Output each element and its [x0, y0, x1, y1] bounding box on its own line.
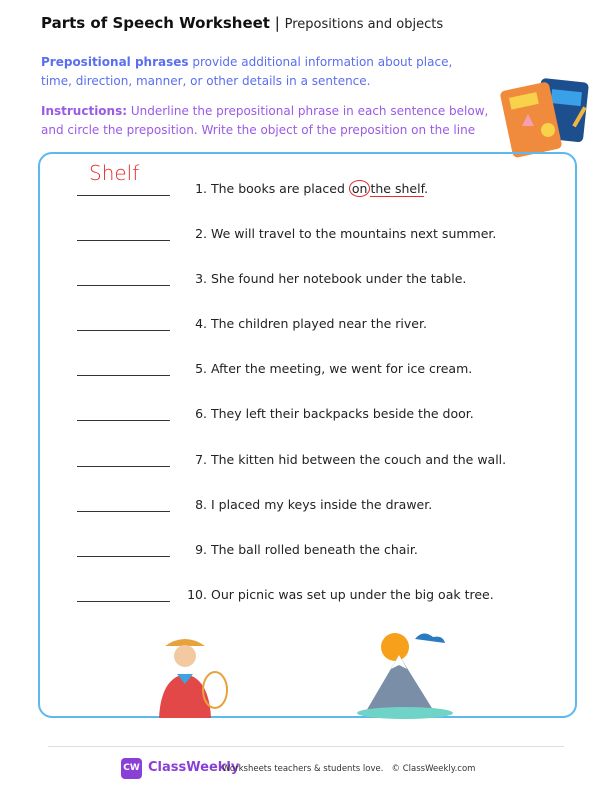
exercise-row [77, 316, 547, 336]
instructions-text: Instructions: Underline the prepositional phrase in each sentence below, and circle the preposition. Write the object of the preposition on the line [41, 104, 489, 137]
exercise-row [77, 452, 547, 472]
sentence: 1. The books are placed on the shelf. [195, 181, 429, 196]
exercise-row [77, 226, 547, 246]
notebook-illustration [500, 76, 595, 162]
underlined-phrase: the shelf [370, 181, 425, 196]
mountain-illustration [355, 625, 455, 720]
page-title: Parts of Speech Worksheet | Prepositions and objects [41, 14, 444, 32]
answer-line[interactable] [77, 466, 170, 467]
answer-line[interactable] [77, 285, 170, 286]
footer-divider [48, 746, 564, 747]
sentence: 3. She found her notebook under the table. [195, 271, 467, 287]
exercise-row [77, 361, 547, 381]
answer-line[interactable] [77, 240, 170, 241]
classweekly-logo: CW [121, 758, 142, 779]
exercise-row [77, 406, 547, 426]
sentence: 5. After the meeting, we went for ice cream. [195, 361, 473, 377]
answer-line[interactable] [77, 195, 170, 196]
page-subtitle: Prepositions and objects [284, 17, 444, 32]
sentence: 10. Our picnic was set up under the big oak tree. [187, 586, 494, 602]
answer-line[interactable] [77, 556, 170, 557]
exercise-row [77, 587, 547, 607]
intro-text: Prepositional phrases provide additional information about place, time, direction, manner, or other details in a sentence. [41, 55, 453, 88]
brand-name: ClassWeekly [148, 760, 240, 775]
answer-line[interactable] [77, 420, 170, 421]
sentence: 2. We will travel to the mountains next summer. [195, 226, 497, 241]
sentence: 4. The children played near the river. [195, 316, 427, 332]
exercise-row-example [77, 161, 547, 201]
exercise-row [77, 271, 547, 291]
sentence: 6. They left their backpacks beside the door. [195, 406, 474, 422]
exercise-row [77, 497, 547, 517]
answer-line[interactable] [77, 601, 170, 602]
sentence: 9. The ball rolled beneath the chair. [195, 541, 418, 557]
answer-line[interactable] [77, 330, 170, 331]
footer-tagline: Worksheets teachers & students love. © ClassWeekly.com [222, 764, 476, 774]
answer-line[interactable] [77, 511, 170, 512]
exercise-row [77, 542, 547, 562]
circled-preposition: on [349, 180, 371, 197]
answer-line[interactable] [77, 375, 170, 376]
sentence: 7. The kitten hid between the couch and the wall. [195, 451, 507, 467]
sentence: 8. I placed my keys inside the drawer. [195, 496, 433, 512]
cowboy-illustration [155, 628, 235, 718]
example-answer: Shelf [89, 161, 140, 185]
